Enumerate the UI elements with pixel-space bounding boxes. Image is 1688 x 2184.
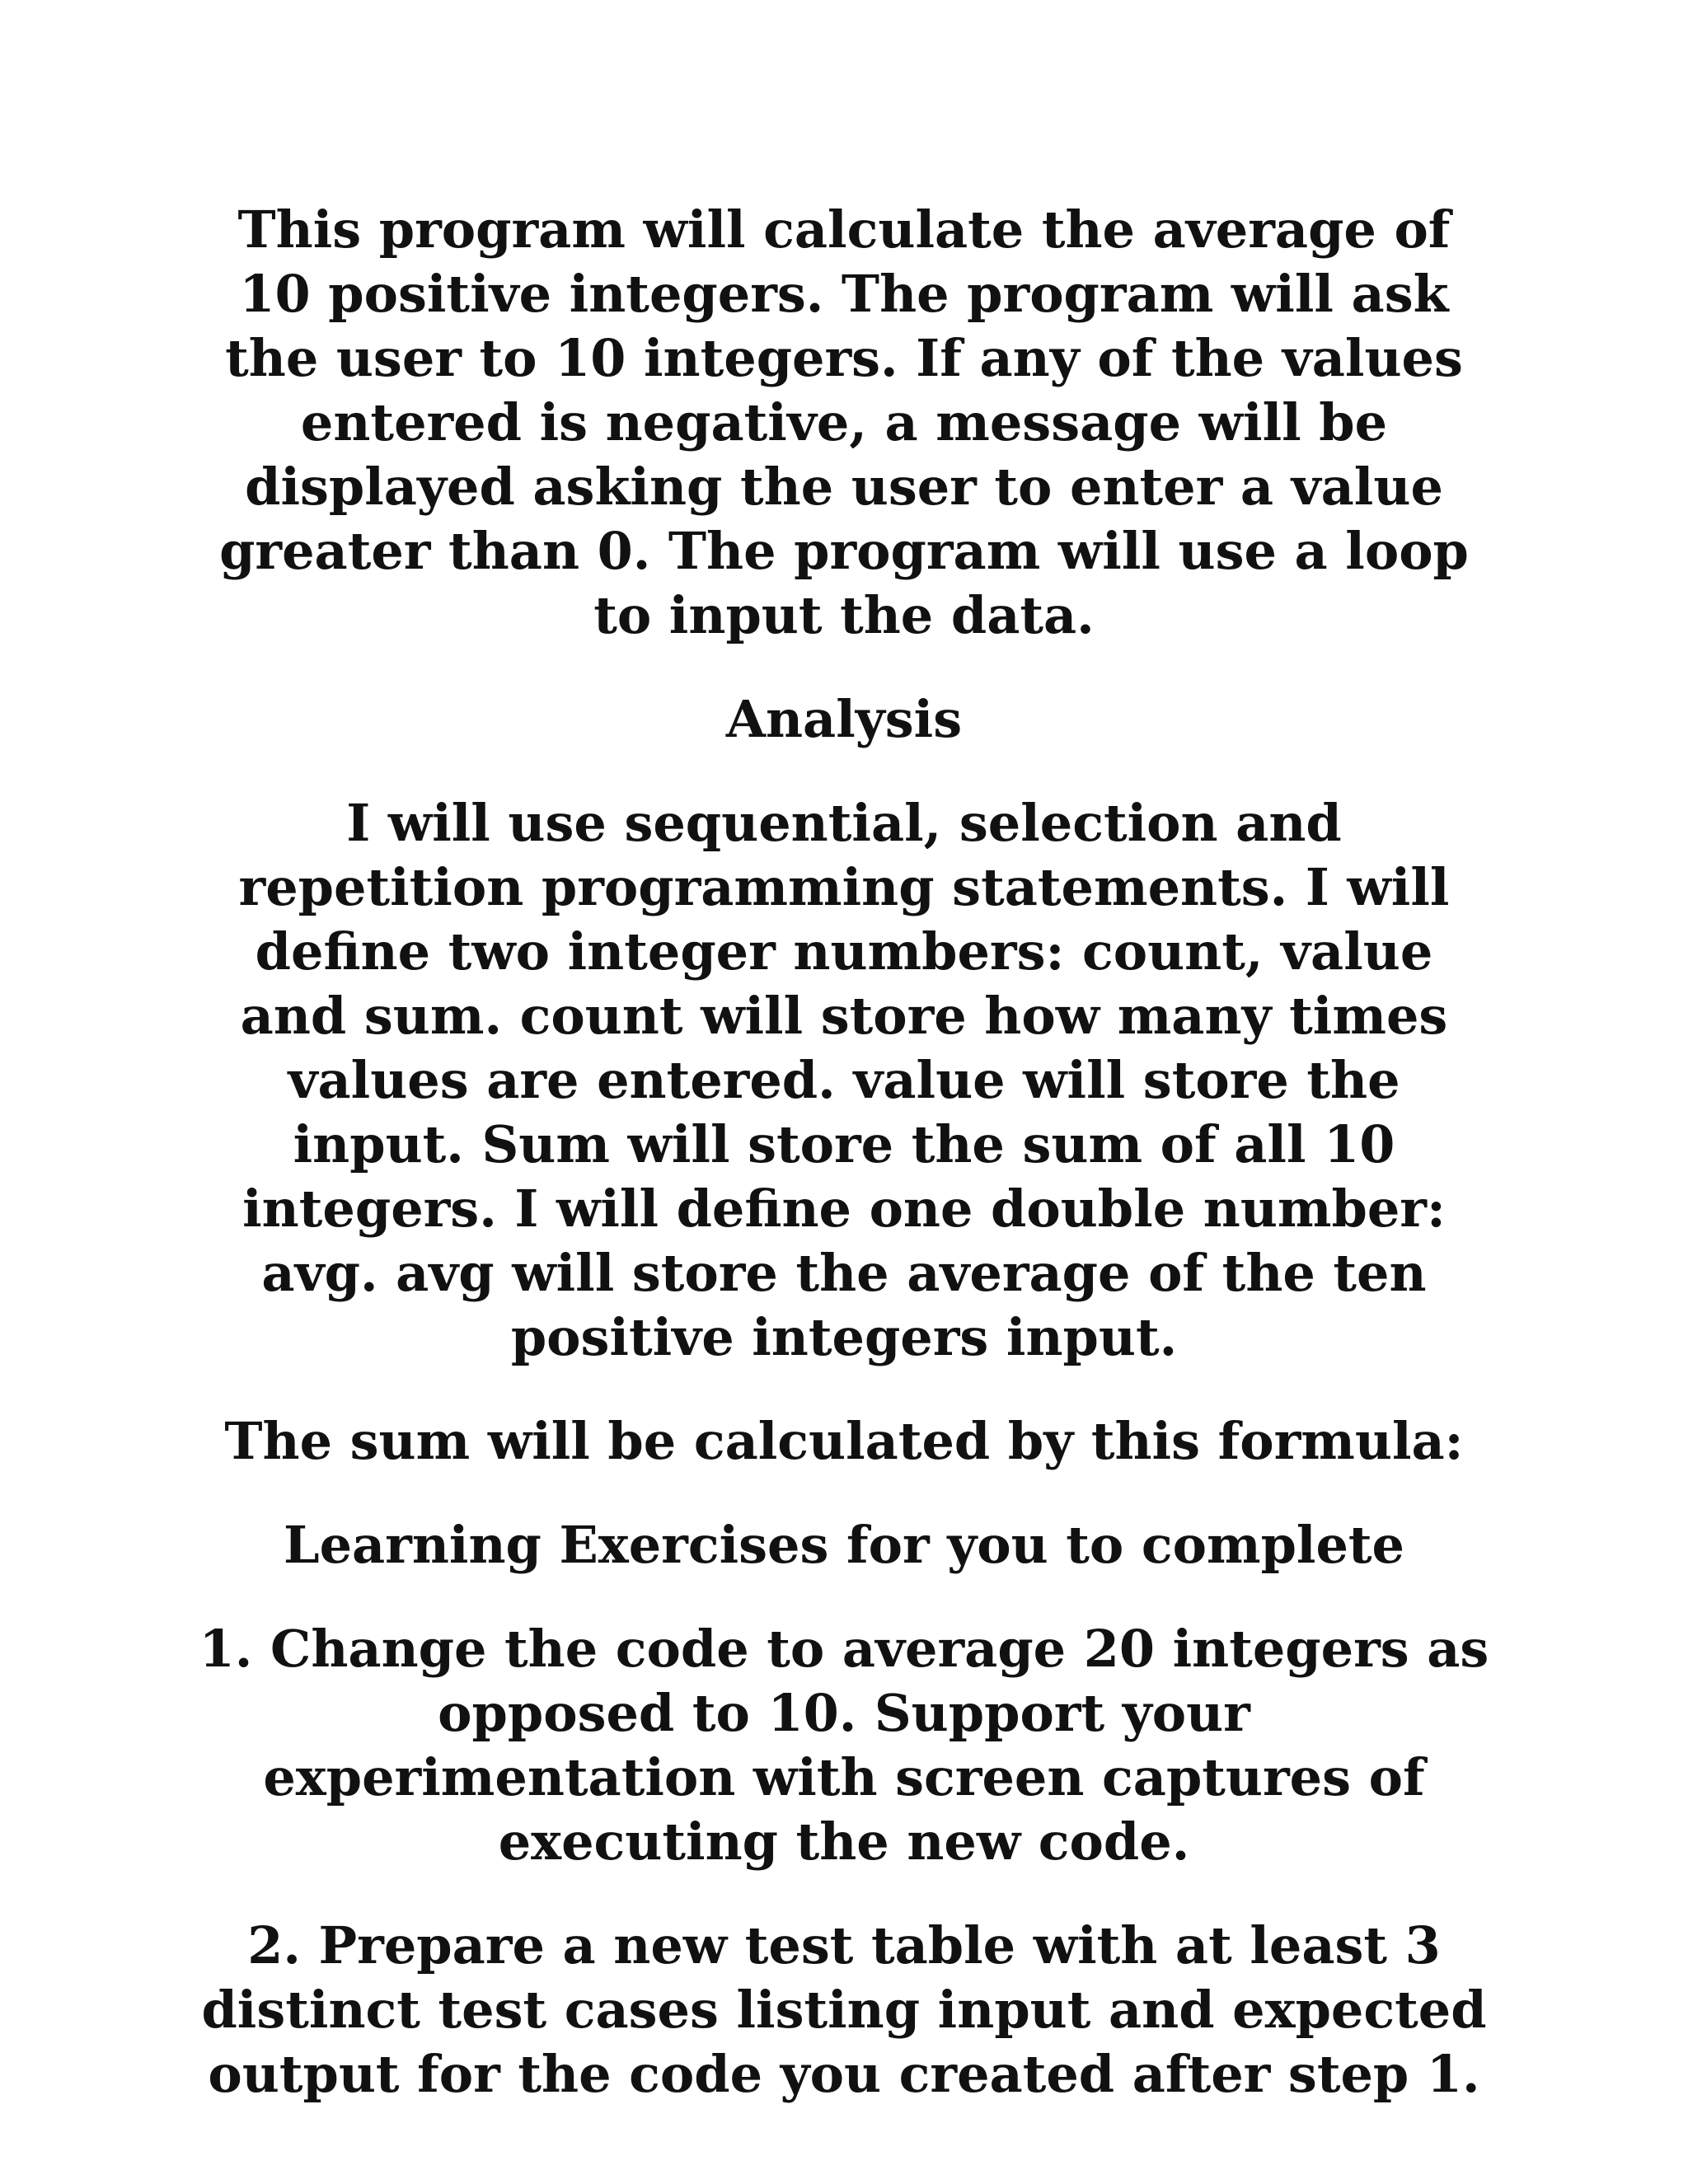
exercises-heading: Learning Exercises for you to complete <box>283 1515 1405 1575</box>
formula-paragraph: The sum will be calculated by this formula: <box>224 1411 1464 1471</box>
analysis-paragraph: I will use sequential, selection and repetition programming statements. I will define two integer numbers: count, value and sum. count will store how many times values are entered. value will store the input. Sum will store the sum of all 10 integers. I will define one double number: avg. avg will store the average of the ten positive integers input. <box>238 793 1450 1367</box>
exercise-2: 2. Prepare a new test table with at least 3 distinct test cases listing input and expected output for the code you created after step 1. <box>201 1915 1487 2104</box>
intro-paragraph: This program will calculate the average of 10 positive integers. The program will ask the user to 10 integers. If any of the values entered is negative, a message will be displayed asking the user to enter a value greater than 0. The program will use a loop to input the data. <box>219 199 1469 645</box>
exercise-1: 1. Change the code to average 20 integers as opposed to 10. Support your experimentation with screen captures of executing the new code. <box>199 1619 1489 1872</box>
analysis-heading: Analysis <box>725 689 963 749</box>
document-body <box>198 198 1490 2146</box>
